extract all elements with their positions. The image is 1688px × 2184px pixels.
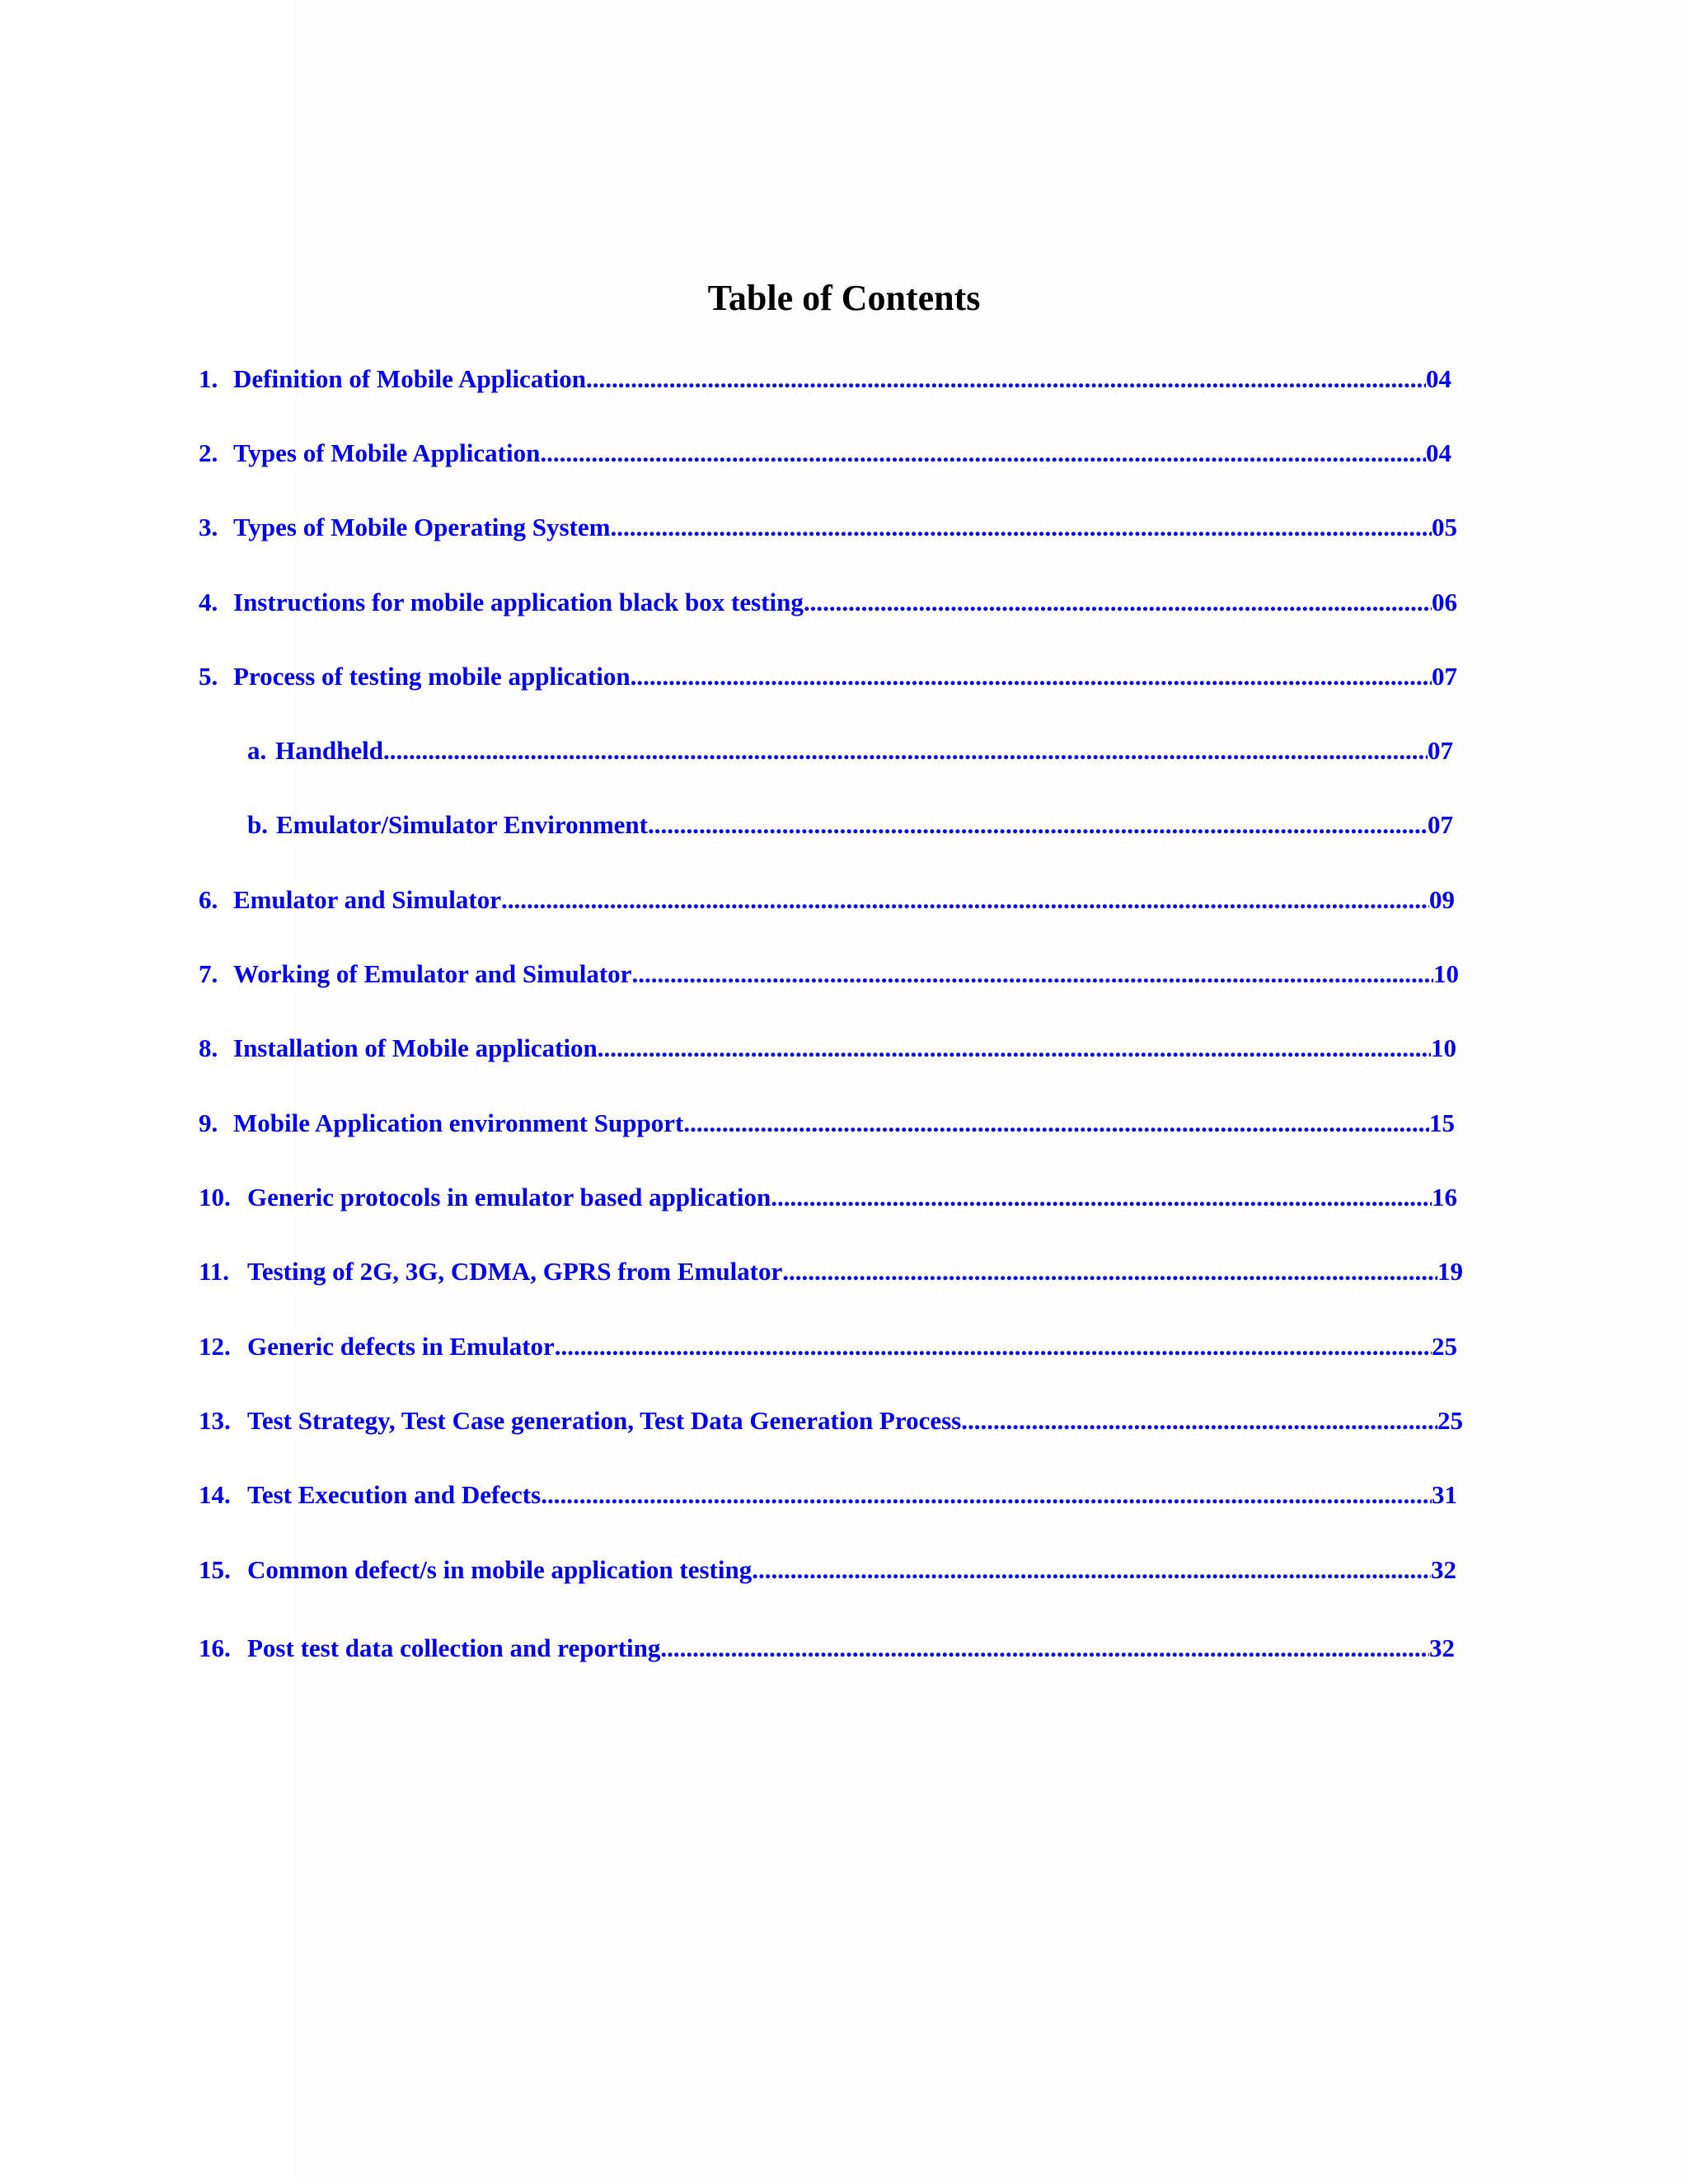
toc-entry-number: 11. <box>199 1257 230 1286</box>
toc-subentry-5b[interactable] <box>247 808 1453 841</box>
toc-entry-label: Emulator/Simulator Environment <box>276 810 648 839</box>
toc-subentry-5a[interactable] <box>247 734 1453 767</box>
dot-leader <box>501 883 1429 916</box>
dot-leader <box>383 734 1428 767</box>
toc-entry-label: Common defect/s in mobile application testing <box>247 1555 753 1584</box>
toc-entry-number: 8. <box>199 1033 218 1062</box>
toc-entry-label: Installation of Mobile application <box>233 1033 598 1062</box>
toc-entry-15[interactable] <box>199 1554 1456 1586</box>
toc-entry-number: 14. <box>199 1480 231 1509</box>
dot-leader <box>611 511 1432 544</box>
dot-leader <box>598 1032 1431 1065</box>
toc-entry-page: 07 <box>1428 736 1453 765</box>
toc-entry-page: 05 <box>1432 513 1457 541</box>
dot-leader <box>961 1404 1437 1437</box>
toc-entry-page: 19 <box>1437 1257 1463 1286</box>
toc-entry-page: 09 <box>1429 885 1455 914</box>
toc-entry-4[interactable] <box>199 586 1457 619</box>
toc-entry-page: 06 <box>1432 588 1457 616</box>
toc-entry-label: Definition of Mobile Application <box>233 364 586 393</box>
toc-entry-page: 32 <box>1431 1555 1456 1584</box>
toc-entry-label: Test Strategy, Test Case generation, Test Data Generation Process <box>247 1406 962 1435</box>
toc-entry-label: Test Execution and Defects <box>247 1480 542 1509</box>
dot-leader <box>631 958 1433 991</box>
toc-entry-label: Post test data collection and reporting <box>247 1633 661 1662</box>
toc-entry-label: Testing of 2G, 3G, CDMA, GPRS from Emulator <box>247 1257 783 1286</box>
toc-entry-label: Handheld <box>275 736 383 765</box>
toc-entry-3[interactable] <box>199 511 1457 544</box>
toc-entry-label: Working of Emulator and Simulator <box>233 959 632 988</box>
toc-entry-page: 07 <box>1428 810 1453 839</box>
toc-entry-label: Emulator and Simulator <box>233 885 501 914</box>
toc-entry-page: 15 <box>1429 1108 1455 1137</box>
toc-entry-page: 10 <box>1433 959 1459 988</box>
toc-entry-number: a. <box>247 736 267 765</box>
toc-entry-page: 31 <box>1432 1480 1457 1509</box>
toc-entry-number: 15. <box>199 1555 231 1584</box>
dot-leader <box>660 1632 1429 1665</box>
toc-entry-12[interactable] <box>199 1330 1457 1363</box>
dot-leader <box>555 1330 1432 1363</box>
toc-entry-16[interactable] <box>199 1632 1455 1665</box>
toc-entry-label: Types of Mobile Operating System <box>233 513 611 541</box>
toc-entry-1[interactable] <box>199 363 1451 396</box>
toc-entry-5[interactable] <box>199 660 1457 693</box>
toc-entry-page: 16 <box>1432 1183 1457 1212</box>
toc-entry-number: 13. <box>199 1406 231 1435</box>
dot-leader <box>631 660 1432 693</box>
toc-entry-7[interactable] <box>199 958 1459 991</box>
toc-entry-label: Generic defects in Emulator <box>247 1332 555 1361</box>
toc-entry-number: 16. <box>199 1633 231 1662</box>
toc-entry-page: 32 <box>1429 1633 1455 1662</box>
toc-entry-page: 25 <box>1432 1332 1457 1361</box>
toc-entry-label: Process of testing mobile application <box>233 662 631 691</box>
toc-entry-number: 6. <box>199 885 218 914</box>
toc-entry-number: 5. <box>199 662 218 691</box>
toc-entry-number: 7. <box>199 959 218 988</box>
toc-entry-number: b. <box>247 810 268 839</box>
dot-leader <box>752 1554 1431 1586</box>
dot-leader <box>683 1107 1429 1140</box>
dot-leader <box>541 1479 1432 1511</box>
dot-leader <box>586 363 1426 396</box>
toc-entry-number: 10. <box>199 1183 231 1212</box>
dot-leader <box>804 586 1432 619</box>
toc-entry-9[interactable] <box>199 1107 1455 1140</box>
toc-entry-13[interactable] <box>199 1404 1463 1437</box>
toc-entry-page: 10 <box>1431 1033 1456 1062</box>
dot-leader <box>771 1181 1432 1214</box>
toc-entry-number: 12. <box>199 1332 231 1361</box>
toc-entry-label: Types of Mobile Application <box>233 438 541 467</box>
toc-entry-page: 04 <box>1426 364 1451 393</box>
toc-entry-label: Generic protocols in emulator based application <box>247 1183 771 1212</box>
toc-entry-label: Instructions for mobile application black box testing <box>233 588 804 616</box>
toc-entry-page: 04 <box>1426 438 1451 467</box>
toc-entry-number: 3. <box>199 513 218 541</box>
toc-entry-14[interactable] <box>199 1479 1457 1511</box>
toc-entry-page: 25 <box>1437 1406 1463 1435</box>
toc-entry-number: 2. <box>199 438 218 467</box>
dot-leader <box>648 808 1428 841</box>
toc-entry-number: 1. <box>199 364 218 393</box>
toc-title: Table of Contents <box>707 278 981 318</box>
dot-leader <box>540 437 1426 470</box>
toc-entry-number: 9. <box>199 1108 218 1137</box>
toc-entry-2[interactable] <box>199 437 1451 470</box>
toc-entry-6[interactable] <box>199 883 1455 916</box>
toc-entry-8[interactable] <box>199 1032 1456 1065</box>
toc-entry-label: Mobile Application environment Support <box>233 1108 684 1137</box>
toc-entry-10[interactable] <box>199 1181 1457 1214</box>
dot-leader <box>782 1255 1437 1288</box>
toc-entry-page: 07 <box>1432 662 1457 691</box>
toc-entry-11[interactable] <box>199 1255 1463 1288</box>
toc-entry-number: 4. <box>199 588 218 616</box>
